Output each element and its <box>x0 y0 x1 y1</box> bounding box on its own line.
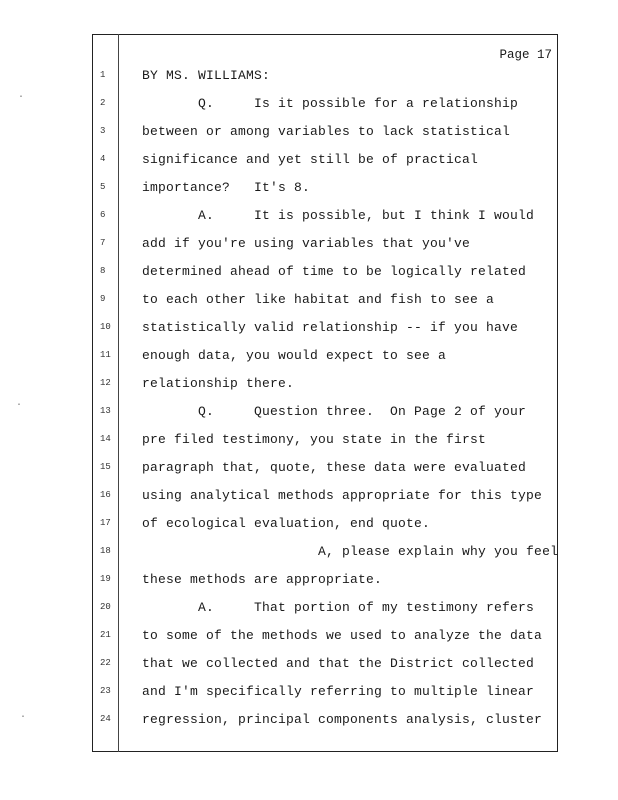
transcript-line: A. That portion of my testimony refers <box>142 600 535 615</box>
line-number: 1 <box>100 70 106 80</box>
page-number: Page 17 <box>499 48 552 62</box>
line-number: 7 <box>100 238 106 248</box>
transcript-line: add if you're using variables that you've <box>142 236 471 251</box>
transcript-line: between or among variables to lack statistical <box>142 124 511 139</box>
line-number: 2 <box>100 98 106 108</box>
line-number-margin-rule <box>118 34 119 752</box>
transcript-line: that we collected and that the District collected <box>142 656 535 671</box>
line-number: 19 <box>100 574 111 584</box>
line-number: 24 <box>100 714 111 724</box>
transcript-line: BY MS. WILLIAMS: <box>142 68 271 83</box>
line-number: 5 <box>100 182 106 192</box>
transcript-line: enough data, you would expect to see a <box>142 348 447 363</box>
transcript-line: to each other like habitat and fish to see a <box>142 292 495 307</box>
transcript-line: paragraph that, quote, these data were evaluated <box>142 460 527 475</box>
line-number: 14 <box>100 434 111 444</box>
line-number: 23 <box>100 686 111 696</box>
line-number: 9 <box>100 294 106 304</box>
line-number: 4 <box>100 154 106 164</box>
line-number: 20 <box>100 602 111 612</box>
transcript-line: of ecological evaluation, end quote. <box>142 516 431 531</box>
transcript-line: Q. Question three. On Page 2 of your <box>142 404 527 419</box>
line-number: 8 <box>100 266 106 276</box>
transcript-line: statistically valid relationship -- if you have <box>142 320 519 335</box>
transcript-line: and I'm specifically referring to multiple linear <box>142 684 535 699</box>
transcript-line: relationship there. <box>142 376 295 391</box>
scan-speck: · <box>18 92 25 103</box>
line-number: 11 <box>100 350 111 360</box>
scan-speck: · <box>16 400 23 411</box>
line-number: 21 <box>100 630 111 640</box>
transcript-line: to some of the methods we used to analyze the data <box>142 628 543 643</box>
transcript-line: A. It is possible, but I think I would <box>142 208 535 223</box>
transcript-line: significance and yet still be of practical <box>142 152 479 167</box>
line-number: 15 <box>100 462 111 472</box>
transcript-line: A, please explain why you feel <box>142 544 559 559</box>
transcript-line: these methods are appropriate. <box>142 572 383 587</box>
transcript-line: using analytical methods appropriate for this type <box>142 488 543 503</box>
line-number: 10 <box>100 322 111 332</box>
line-number: 13 <box>100 406 111 416</box>
transcript-line: Q. Is it possible for a relationship <box>142 96 519 111</box>
line-number: 6 <box>100 210 106 220</box>
line-number: 17 <box>100 518 111 528</box>
transcript-line: importance? It's 8. <box>142 180 311 195</box>
transcript-line: determined ahead of time to be logically related <box>142 264 527 279</box>
transcript-line: pre filed testimony, you state in the first <box>142 432 487 447</box>
line-number: 22 <box>100 658 111 668</box>
line-number: 16 <box>100 490 111 500</box>
transcript-line: regression, principal components analysis, cluster <box>142 712 543 727</box>
scan-speck: · <box>20 712 27 723</box>
line-number: 12 <box>100 378 111 388</box>
line-number: 3 <box>100 126 106 136</box>
transcript-page-frame <box>92 34 558 752</box>
line-number: 18 <box>100 546 111 556</box>
